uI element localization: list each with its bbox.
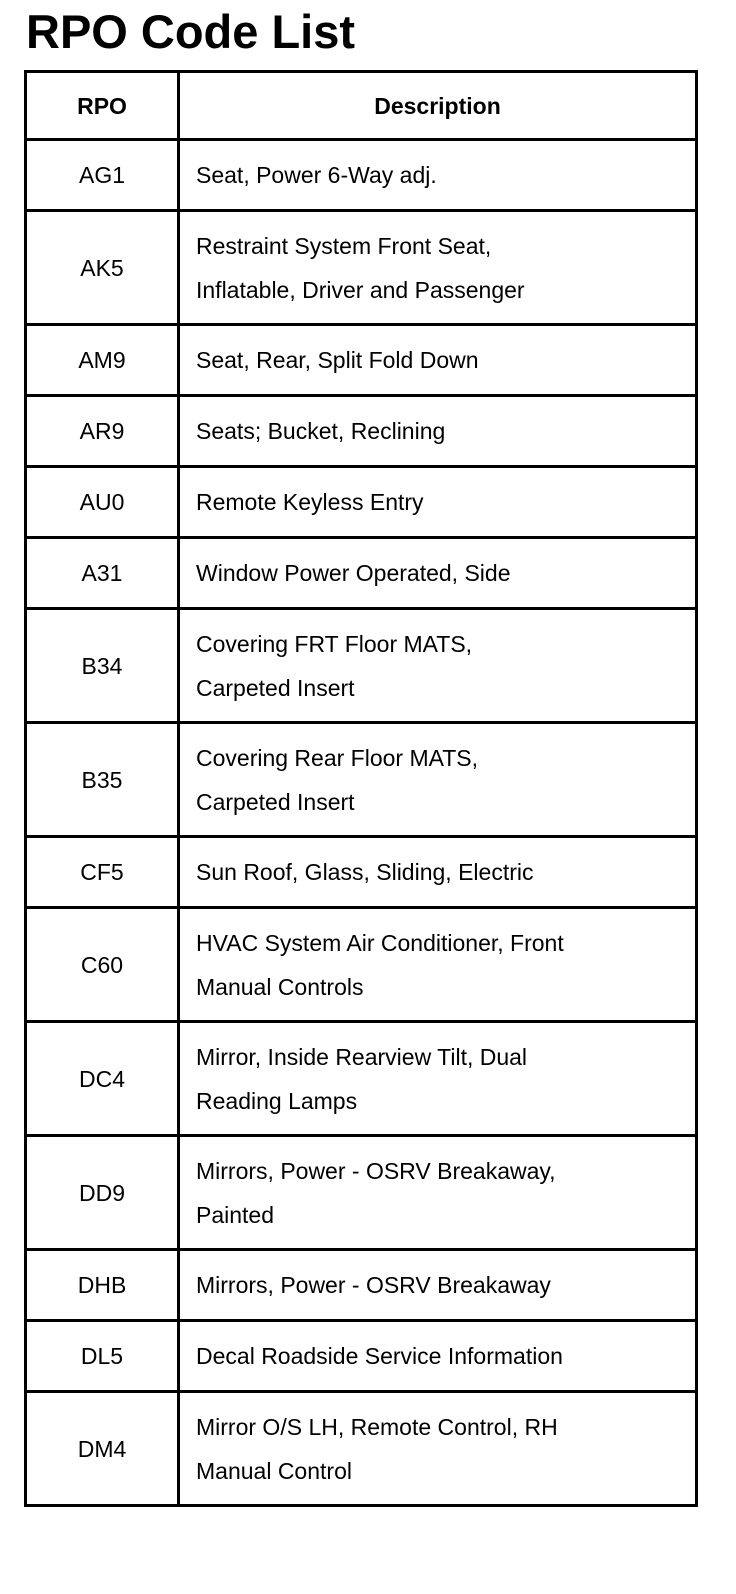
description-line: Seats; Bucket, Reclining xyxy=(196,418,446,444)
description-line: Carpeted Insert xyxy=(196,788,355,815)
description-cell xyxy=(179,1022,697,1136)
table-row xyxy=(26,538,697,609)
description-cell xyxy=(179,211,697,325)
rpo-code-cell: DL5 xyxy=(26,1321,179,1392)
table-row xyxy=(26,908,697,1022)
table-row xyxy=(26,1250,697,1321)
description-line: Carpeted Insert xyxy=(196,674,355,701)
column-header-description: Description xyxy=(179,72,697,140)
description-line: Inflatable, Driver and Passenger xyxy=(196,276,525,303)
table-row xyxy=(26,325,697,396)
table-row xyxy=(26,1136,697,1250)
description-cell xyxy=(179,325,697,396)
description-line: Covering FRT Floor MATS, xyxy=(196,630,473,657)
rpo-code-cell: CF5 xyxy=(26,837,179,908)
rpo-code-cell: AM9 xyxy=(26,325,179,396)
table-row xyxy=(26,1022,697,1136)
column-header-rpo: RPO xyxy=(26,72,179,140)
description-line: Remote Keyless Entry xyxy=(196,489,424,515)
rpo-code-cell: A31 xyxy=(26,538,179,609)
description-cell xyxy=(179,1392,697,1506)
description-line: Manual Control xyxy=(196,1457,352,1484)
description-cell xyxy=(179,140,697,211)
description-line: Seat, Rear, Split Fold Down xyxy=(196,347,479,373)
description-line: Mirrors, Power - OSRV Breakaway xyxy=(196,1272,551,1298)
description-line: Restraint System Front Seat, xyxy=(196,232,492,259)
description-line: Mirror, Inside Rearview Tilt, Dual xyxy=(196,1043,528,1070)
table-row xyxy=(26,211,697,325)
description-line: Reading Lamps xyxy=(196,1087,358,1114)
description-cell xyxy=(179,1136,697,1250)
rpo-code-cell: AU0 xyxy=(26,467,179,538)
description-cell xyxy=(179,908,697,1022)
rpo-code-cell: DHB xyxy=(26,1250,179,1321)
description-cell xyxy=(179,538,697,609)
page-title: RPO Code List xyxy=(26,5,356,58)
rpo-code-cell: AG1 xyxy=(26,140,179,211)
rpo-code-table xyxy=(24,70,698,1507)
description-cell xyxy=(179,837,697,908)
table-row xyxy=(26,396,697,467)
description-cell xyxy=(179,1250,697,1321)
description-line: Decal Roadside Service Information xyxy=(196,1343,563,1369)
table-row xyxy=(26,467,697,538)
description-cell xyxy=(179,723,697,837)
description-cell xyxy=(179,396,697,467)
description-line: Seat, Power 6-Way adj. xyxy=(196,162,437,188)
description-line: Window Power Operated, Side xyxy=(196,560,511,586)
table-header-row xyxy=(26,72,697,140)
description-line: Painted xyxy=(196,1201,275,1228)
table-row xyxy=(26,609,697,723)
table-row xyxy=(26,837,697,908)
rpo-code-cell: B34 xyxy=(26,609,179,723)
description-line: Mirror O/S LH, Remote Control, RH xyxy=(196,1413,558,1440)
rpo-code-cell: DC4 xyxy=(26,1022,179,1136)
table-body xyxy=(26,140,697,1506)
rpo-code-cell: DM4 xyxy=(26,1392,179,1506)
table-row xyxy=(26,1392,697,1506)
description-cell xyxy=(179,467,697,538)
table-row xyxy=(26,723,697,837)
description-line: Sun Roof, Glass, Sliding, Electric xyxy=(196,859,534,885)
description-line: Manual Controls xyxy=(196,973,364,1000)
rpo-code-cell: AR9 xyxy=(26,396,179,467)
table-row xyxy=(26,1321,697,1392)
description-line: Mirrors, Power - OSRV Breakaway, xyxy=(196,1157,556,1184)
description-cell xyxy=(179,609,697,723)
table-row xyxy=(26,140,697,211)
description-line: Covering Rear Floor MATS, xyxy=(196,744,479,771)
rpo-code-cell: C60 xyxy=(26,908,179,1022)
description-cell xyxy=(179,1321,697,1392)
rpo-code-cell: B35 xyxy=(26,723,179,837)
description-line: HVAC System Air Conditioner, Front xyxy=(196,929,564,956)
rpo-code-cell: AK5 xyxy=(26,211,179,325)
rpo-code-cell: DD9 xyxy=(26,1136,179,1250)
